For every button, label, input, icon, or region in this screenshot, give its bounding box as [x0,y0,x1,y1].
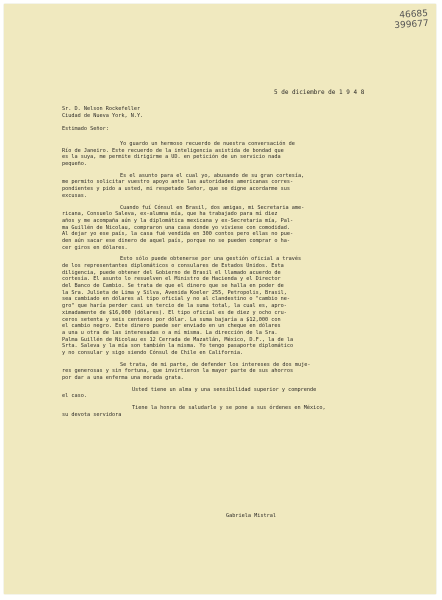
paragraph [62,362,326,382]
body-line: excusas. [62,192,87,199]
body-line: es la suya, me permite dirigirme a UD. en petición de un servicio nada [62,154,281,161]
paragraph [62,173,326,200]
body-line: años y me acompaña aún y la diplomática mexicana y ex-Secretaria mía, Pal- [62,217,294,224]
paragraph [62,256,326,356]
archive-reference [393,9,429,31]
body-line: den aún sacar ese dinero de aquel país, porque no se pueden comprar o ha- [62,237,290,244]
body-line: de los representantes diplomáticos o consulares de Estados Unidos. Esta [62,263,284,269]
body-line: su devota servidora [62,411,122,418]
body-line: y no consular y sigo siendo Cónsul de Chile en California. [62,349,244,356]
body-line: ma Guillén de Nicolau, compraron una casa donde yo viviese con comodidad. [62,224,290,231]
body-line: Se trata, de mi parte, de defender los intereses de dos muje- [120,361,311,368]
letter-date: 5 de diciembre de 1 9 4 8 [274,89,365,96]
letter-page [4,4,436,594]
body-line: Srta. Saleva y la mía son también la misma. Yo tengo pasaporte diplomático [62,343,294,350]
body-line: sea cambiado en dólares al tipo oficial y no al clandestino o "cambio ne- [62,296,290,303]
signature: Gabriela Mistral [226,513,276,519]
body-line: la Sra. Julieta de Lima y Silva, Avenida Koeler 255, Petropolis, Brasil, [62,289,287,296]
paragraph [62,141,326,168]
body-line: Cuando fuí Cónsul en Brasil, dos amigas, mi Secretaria ame- [120,204,305,211]
body-line: Tiene la honra de saludarle y se pone a sus órdenes en México, [132,405,326,412]
body-line: Yo guardo un hermoso recuerdo de nuestra conversación de [120,141,295,147]
archive-ref-2: 399677 [393,18,429,32]
body-line: ceros setenta y seis centavos por dólar. La suma bajaría a $12,000 con [62,316,281,323]
paragraph [62,405,326,418]
body-line: pondientes y pido a usted, mi respetado Señor, que se digne acordarme sus [62,186,290,193]
body-line: diligencia, puede obtener del Gobierno de Brasil el llamado acuerdo de [62,269,281,276]
body-line: del Banco de Cambio. Se trata de que el dinero que se halla en poder de [62,283,284,290]
body-line: el caso. [62,393,87,400]
body-line: Palma Guillén de Nicolau es 12 Cerrada de Mazatlán, México, D.F., la de la [62,336,294,343]
body-line: ximadamente de $16,000 (dólares). El tipo oficial es de diez y ocho cru- [62,309,287,316]
body-line: cer giros en dólares. [62,244,128,251]
body-line: pequeño. [62,161,87,168]
body-line: por dar a una enferma una morada grata. [62,375,184,381]
archive-ref-1: 46685 [398,8,428,21]
salutation: Estimado Señor: [62,126,109,132]
body-line: gro" que haría perder casi un tercio de la suma total, la cual es, apro- [62,303,287,310]
body-line: a una u otra de las interesadas o a mí misma. La dirección de la Sra. [62,329,278,336]
paragraph [62,205,326,252]
body-line: Río de Janeiro. Este recuerdo de la inteligencia asistida de bondad que [62,147,284,154]
paragraph [62,387,326,400]
recipient-line: Ciudad de Nueva York, N.Y. [62,112,144,119]
body-line: me permito solicitar vuestro apoyo ante las autoridades americanas corres- [62,179,294,186]
body-line: res generosas y sin fortuna, que invirtieron la mayor parte de sus ahorros [62,368,294,375]
letter-body [62,141,326,418]
body-line: ricana, Consuelo Saleva, ex-alumna mía, que ha trabajado para mí diez [62,211,278,218]
body-line: Esto sólo puede obtenerse por una gestión oficial a través [120,256,302,263]
recipient-address [62,106,143,119]
body-line: Es el asunto para el cual yo, abusando de su gran cortesía, [120,172,305,179]
body-line: cortesía. El asunto lo resuelven el Ministro de Hacienda y el Director [62,276,281,283]
body-line: Al dejar yo ese país, la casa fué vendida en 300 contos pero ellas no pue- [62,231,294,238]
body-line: el cambio negro. Este dinero puede ser enviado en un cheque en dólares [62,323,281,330]
recipient-line: Sr. D. Nelson Rockefeller [62,106,141,112]
body-line: Usted tiene un alma y una sensibilidad superior y comprende [132,386,317,393]
